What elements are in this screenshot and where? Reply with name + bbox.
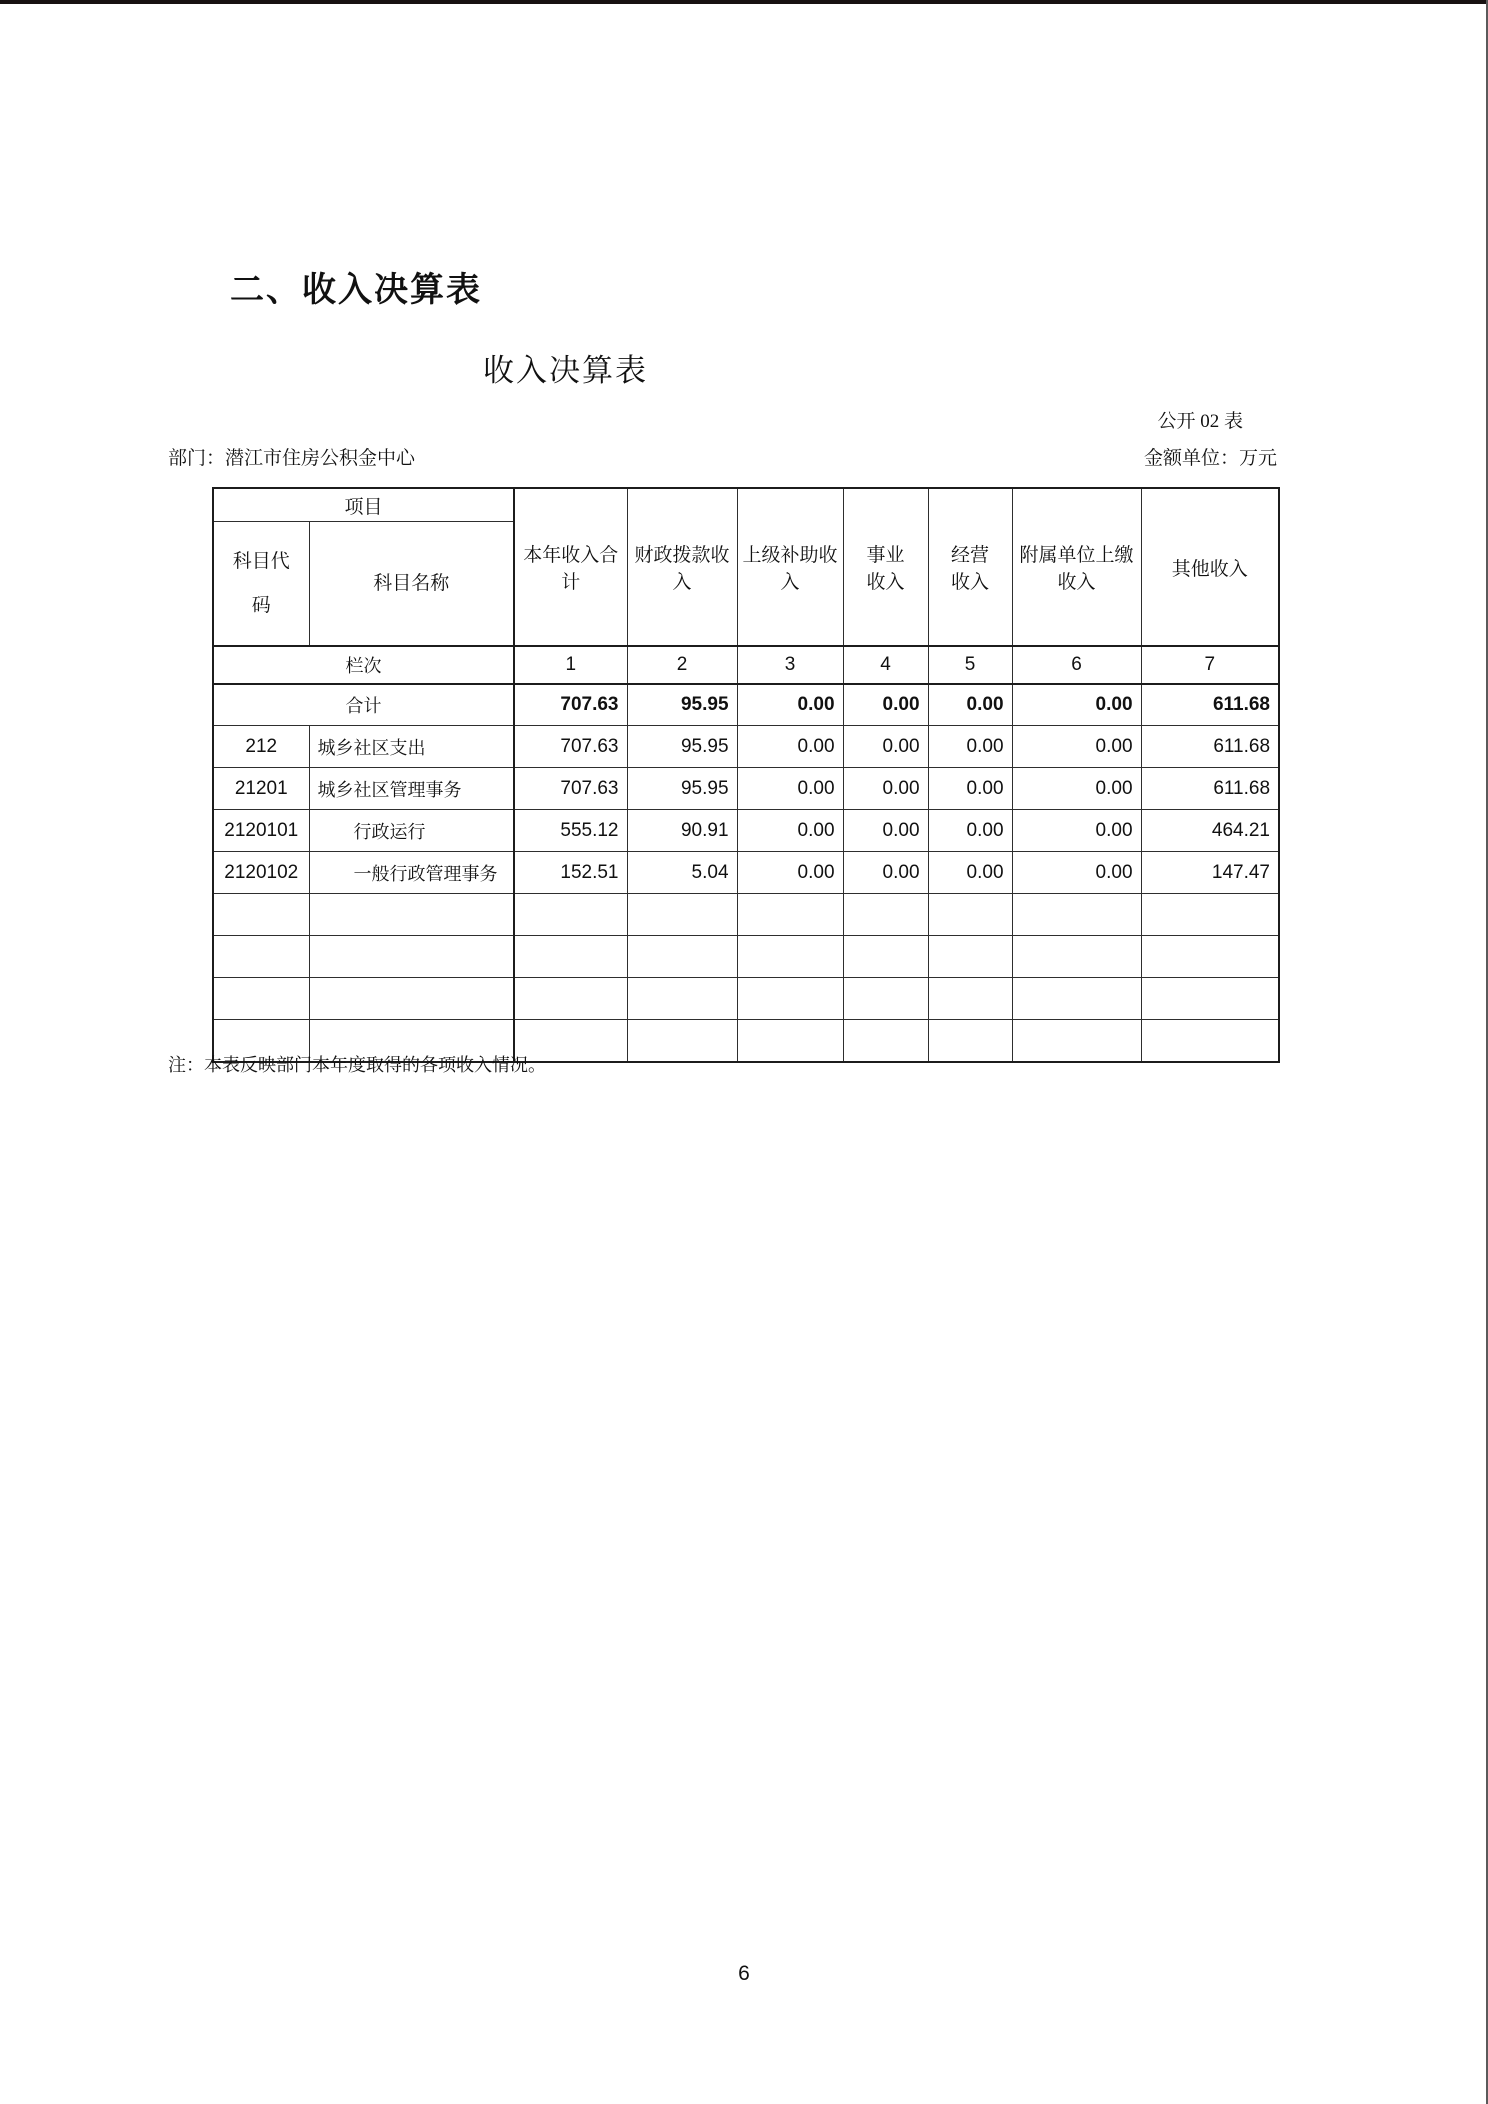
value-cell: 0.00 — [843, 726, 928, 768]
table-note: 注：本表反映部门本年度取得的各项收入情况。 — [168, 1055, 546, 1075]
header-subject-code: 科目代码 — [213, 522, 309, 647]
empty-cell — [843, 978, 928, 1020]
empty-cell — [928, 894, 1012, 936]
total-value: 0.00 — [928, 684, 1012, 726]
form-code-label: 公开 02 表 — [1157, 411, 1243, 432]
header-col-fiscal-appropriation: 财政拨款收入 — [627, 488, 737, 646]
department-label: 部门：潜江市住房公积金中心 — [168, 448, 416, 469]
empty-cell — [627, 936, 737, 978]
value-cell: 0.00 — [843, 852, 928, 894]
value-cell: 0.00 — [928, 810, 1012, 852]
amount-unit-label: 金额单位：万元 — [1143, 448, 1277, 469]
empty-cell — [514, 936, 627, 978]
section-heading: 二、收入决算表 — [230, 272, 482, 309]
table-row — [213, 810, 1279, 852]
empty-cell — [514, 978, 627, 1020]
value-cell: 147.47 — [1141, 852, 1279, 894]
value-cell: 152.51 — [514, 852, 627, 894]
empty-cell — [213, 978, 309, 1020]
value-cell: 0.00 — [737, 810, 843, 852]
empty-row — [213, 936, 1279, 978]
column-index-1: 1 — [514, 646, 627, 684]
value-cell: 0.00 — [737, 768, 843, 810]
empty-cell — [843, 1020, 928, 1063]
empty-cell — [1012, 936, 1141, 978]
scan-edge-top — [0, 0, 1488, 4]
value-cell: 0.00 — [928, 852, 1012, 894]
table-row — [213, 768, 1279, 810]
value-cell: 0.00 — [928, 726, 1012, 768]
header-subject-name: 科目名称 — [309, 522, 514, 647]
column-index-label: 栏次 — [213, 646, 514, 684]
empty-row — [213, 894, 1279, 936]
page-number: 6 — [738, 1962, 750, 1985]
table-row — [213, 726, 1279, 768]
empty-cell — [627, 1020, 737, 1063]
revenue-final-accounts-table — [212, 487, 1280, 1063]
column-index-2: 2 — [627, 646, 737, 684]
empty-cell — [843, 936, 928, 978]
subject-code-cell: 21201 — [213, 768, 309, 810]
total-row — [213, 684, 1279, 726]
empty-cell — [928, 1020, 1012, 1063]
table-title: 收入决算表 — [483, 353, 648, 388]
total-value: 0.00 — [843, 684, 928, 726]
column-index-row — [213, 646, 1279, 684]
total-value: 0.00 — [1012, 684, 1141, 726]
empty-cell — [737, 936, 843, 978]
total-value: 611.68 — [1141, 684, 1279, 726]
empty-cell — [928, 978, 1012, 1020]
header-row-project — [213, 488, 1279, 522]
value-cell: 0.00 — [737, 726, 843, 768]
value-cell: 0.00 — [737, 852, 843, 894]
value-cell: 707.63 — [514, 768, 627, 810]
value-cell: 0.00 — [1012, 810, 1141, 852]
value-cell: 0.00 — [928, 768, 1012, 810]
empty-cell — [514, 894, 627, 936]
value-cell: 0.00 — [843, 768, 928, 810]
empty-cell — [1141, 936, 1279, 978]
total-label: 合计 — [213, 684, 514, 726]
empty-cell — [309, 978, 514, 1020]
column-index-6: 6 — [1012, 646, 1141, 684]
empty-cell — [1141, 1020, 1279, 1063]
value-cell: 0.00 — [1012, 852, 1141, 894]
empty-cell — [309, 936, 514, 978]
empty-cell — [627, 978, 737, 1020]
subject-code-cell: 212 — [213, 726, 309, 768]
column-index-5: 5 — [928, 646, 1012, 684]
empty-cell — [1141, 894, 1279, 936]
column-index-4: 4 — [843, 646, 928, 684]
value-cell: 0.00 — [1012, 726, 1141, 768]
subject-name-cell: 行政运行 — [309, 810, 514, 852]
header-col-affiliated-units: 附属单位上缴收入 — [1012, 488, 1141, 646]
value-cell: 90.91 — [627, 810, 737, 852]
empty-cell — [737, 978, 843, 1020]
header-col-superior-subsidy: 上级补助收入 — [737, 488, 843, 646]
column-index-3: 3 — [737, 646, 843, 684]
subject-code-cell: 2120102 — [213, 852, 309, 894]
total-value: 707.63 — [514, 684, 627, 726]
empty-cell — [1012, 1020, 1141, 1063]
empty-cell — [928, 936, 1012, 978]
value-cell: 0.00 — [843, 810, 928, 852]
column-index-7: 7 — [1141, 646, 1279, 684]
header-col-other-income: 其他收入 — [1141, 488, 1279, 646]
header-col-business-income: 事业收入 — [843, 488, 928, 646]
empty-cell — [309, 894, 514, 936]
value-cell: 611.68 — [1141, 768, 1279, 810]
empty-cell — [1012, 894, 1141, 936]
empty-cell — [737, 1020, 843, 1063]
value-cell: 0.00 — [1012, 768, 1141, 810]
subject-name-cell: 一般行政管理事务 — [309, 852, 514, 894]
subject-name-cell: 城乡社区管理事务 — [309, 768, 514, 810]
empty-row — [213, 978, 1279, 1020]
header-col-operating-income: 经营收入 — [928, 488, 1012, 646]
total-value: 95.95 — [627, 684, 737, 726]
value-cell: 555.12 — [514, 810, 627, 852]
empty-cell — [843, 894, 928, 936]
empty-cell — [737, 894, 843, 936]
empty-cell — [213, 894, 309, 936]
subject-name-cell: 城乡社区支出 — [309, 726, 514, 768]
total-value: 0.00 — [737, 684, 843, 726]
value-cell: 95.95 — [627, 768, 737, 810]
subject-code-cell: 2120101 — [213, 810, 309, 852]
value-cell: 464.21 — [1141, 810, 1279, 852]
empty-cell — [1141, 978, 1279, 1020]
empty-cell — [213, 936, 309, 978]
header-col-total-income: 本年收入合计 — [514, 488, 627, 646]
empty-cell — [627, 894, 737, 936]
value-cell: 5.04 — [627, 852, 737, 894]
value-cell: 611.68 — [1141, 726, 1279, 768]
value-cell: 95.95 — [627, 726, 737, 768]
table-row — [213, 852, 1279, 894]
header-project: 项目 — [213, 488, 514, 522]
empty-cell — [1012, 978, 1141, 1020]
value-cell: 707.63 — [514, 726, 627, 768]
